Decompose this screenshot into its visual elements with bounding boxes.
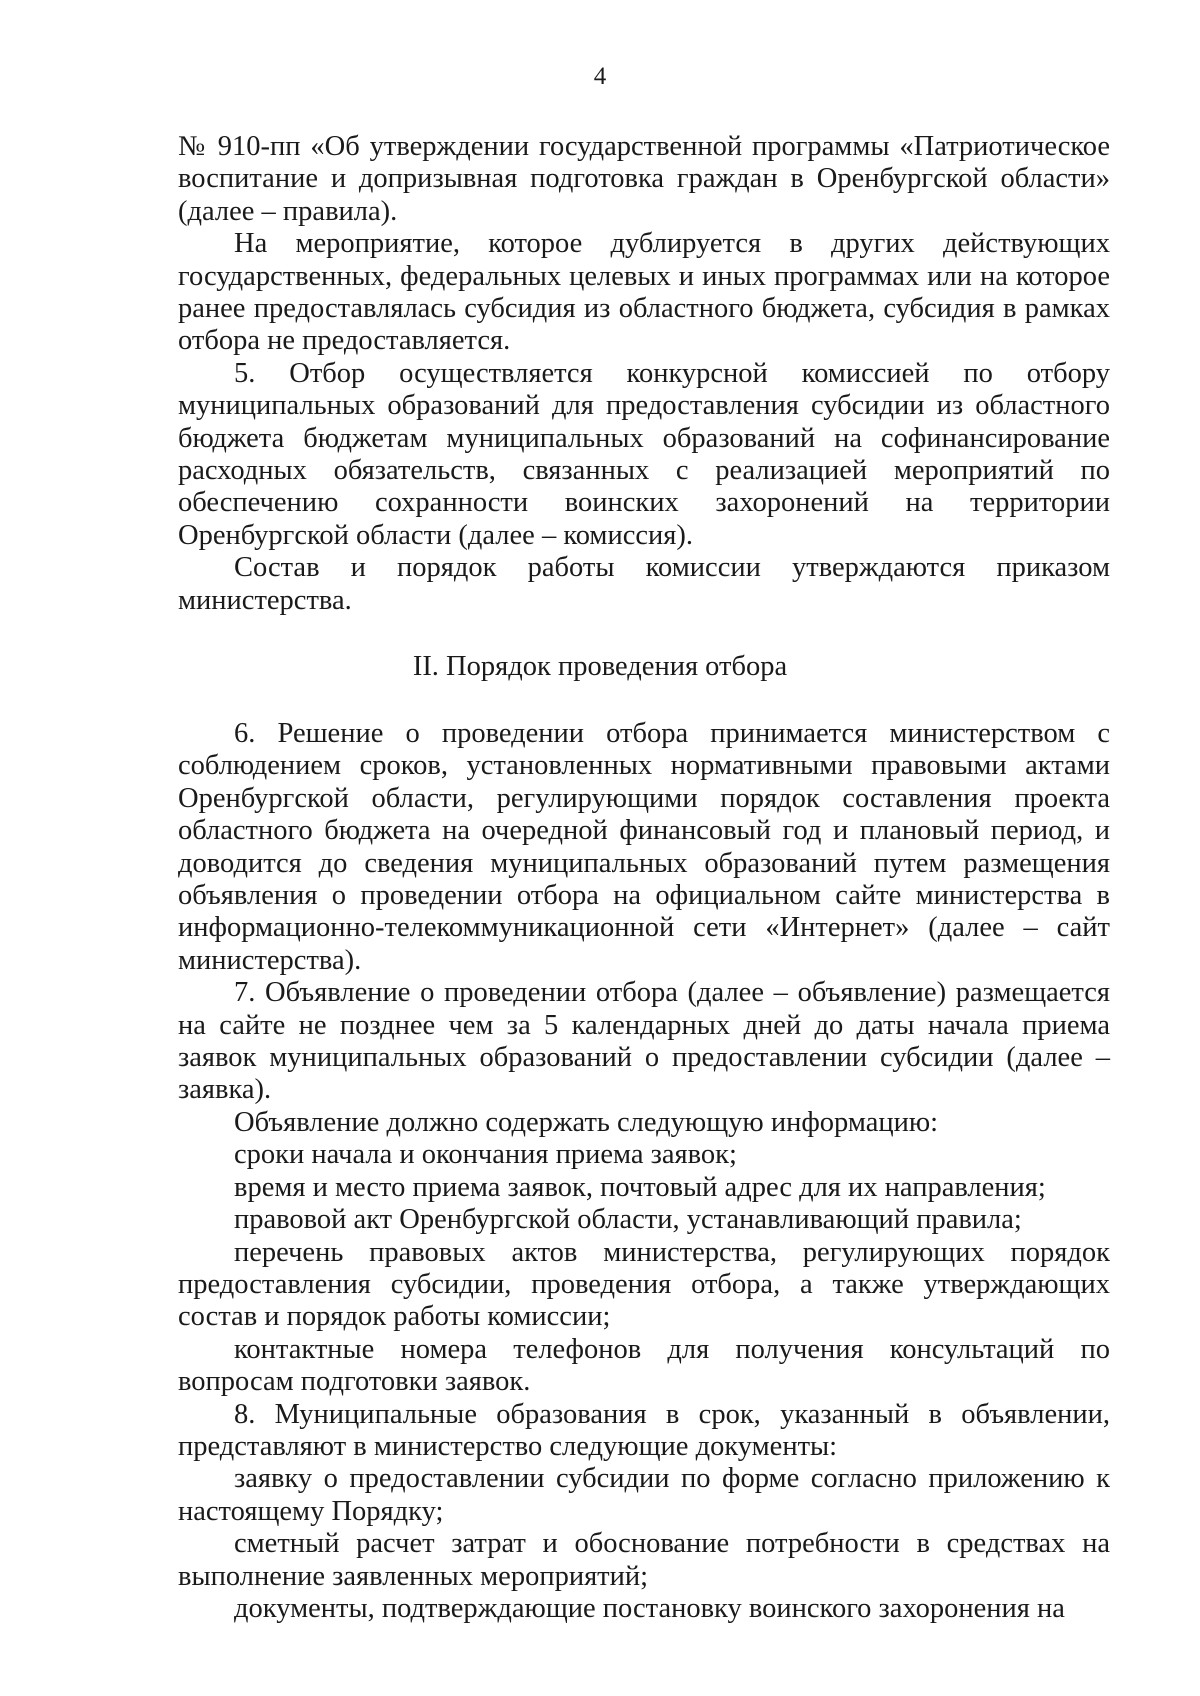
list-item: сроки начала и окончания приема заявок;	[234, 1139, 737, 1171]
list-item: время и место приема заявок, почтовый адрес для их направления;	[234, 1171, 1046, 1203]
list-item: заявку о предоставлении субсидии по форме согласно приложению к настоящему Порядку;	[178, 1463, 1110, 1527]
body-text-top	[178, 131, 1110, 617]
list-item: контактные номера телефонов для получения консультаций по вопросам подготовки заявок.	[178, 1333, 1110, 1398]
body-text-bottom	[178, 718, 1110, 1625]
section-heading: II. Порядок проведения отбора	[412, 651, 788, 682]
paragraph: На мероприятие, которое дублируется в других действующих государственных, федеральных целевых и иных программах или на которое ранее предоставлялась субсидия из областного бюджета, субсидия в рамках отбора не предоставляется.	[178, 228, 1110, 357]
paragraph: Состав и порядок работы комиссии утверждаются приказом министерства.	[178, 552, 1110, 616]
list-item: сметный расчет затрат и обоснование потребности в средствах на выполнение заявленных мероприятий;	[178, 1528, 1110, 1592]
paragraph-continuation: № 910-пп «Об утверждении государственной программы «Патриотическое воспитание и допризывная подготовка граждан в Оренбургской области» (далее – правила).	[178, 131, 1110, 227]
paragraph-item-7: 7. Объявление о проведении отбора (далее – объявление) размещается на сайте не позднее чем за 5 календарных дней до даты начала приема заявок муниципальных образований о предоставлении субсидии (далее – заявка).	[178, 977, 1110, 1106]
page-number: 4	[593, 63, 607, 90]
paragraph: Объявление должно содержать следующую информацию:	[234, 1106, 939, 1138]
list-item: документы, подтверждающие постановку воинского захоронения на	[234, 1592, 1065, 1624]
list-item: правовой акт Оренбургской области, устанавливающий правила;	[234, 1204, 1022, 1236]
paragraph-item-5: 5. Отбор осуществляется конкурсной комиссией по отбору муниципальных образований для предоставления субсидии из областного бюджета бюджетам муниципальных образований на софинансирование расходных обязательств, связанных с реализацией мероприятий по обеспечению сохранности воинских захоронений на территории Оренбургской области (далее – комиссия).	[178, 357, 1110, 551]
paragraph-item-6: 6. Решение о проведении отбора принимается министерством с соблюдением сроков, установленных нормативными правовыми актами Оренбургской области, регулирующими порядок составления проекта областного бюджета на очередной финансовый год и плановый период, и доводится до сведения муниципальных образований путем размещения объявления о проведении отбора на официальном сайте министерства в информационно-телекоммуникационной сети «Интернет» (далее – сайт министерства).	[178, 718, 1110, 976]
paragraph-item-8: 8. Муниципальные образования в срок, указанный в объявлении, представляют в министерство следующие документы:	[178, 1398, 1110, 1462]
list-item: перечень правовых актов министерства, регулирующих порядок предоставления субсидии, проведения отбора, а также утверждающих состав и порядок работы комиссии;	[178, 1236, 1110, 1333]
